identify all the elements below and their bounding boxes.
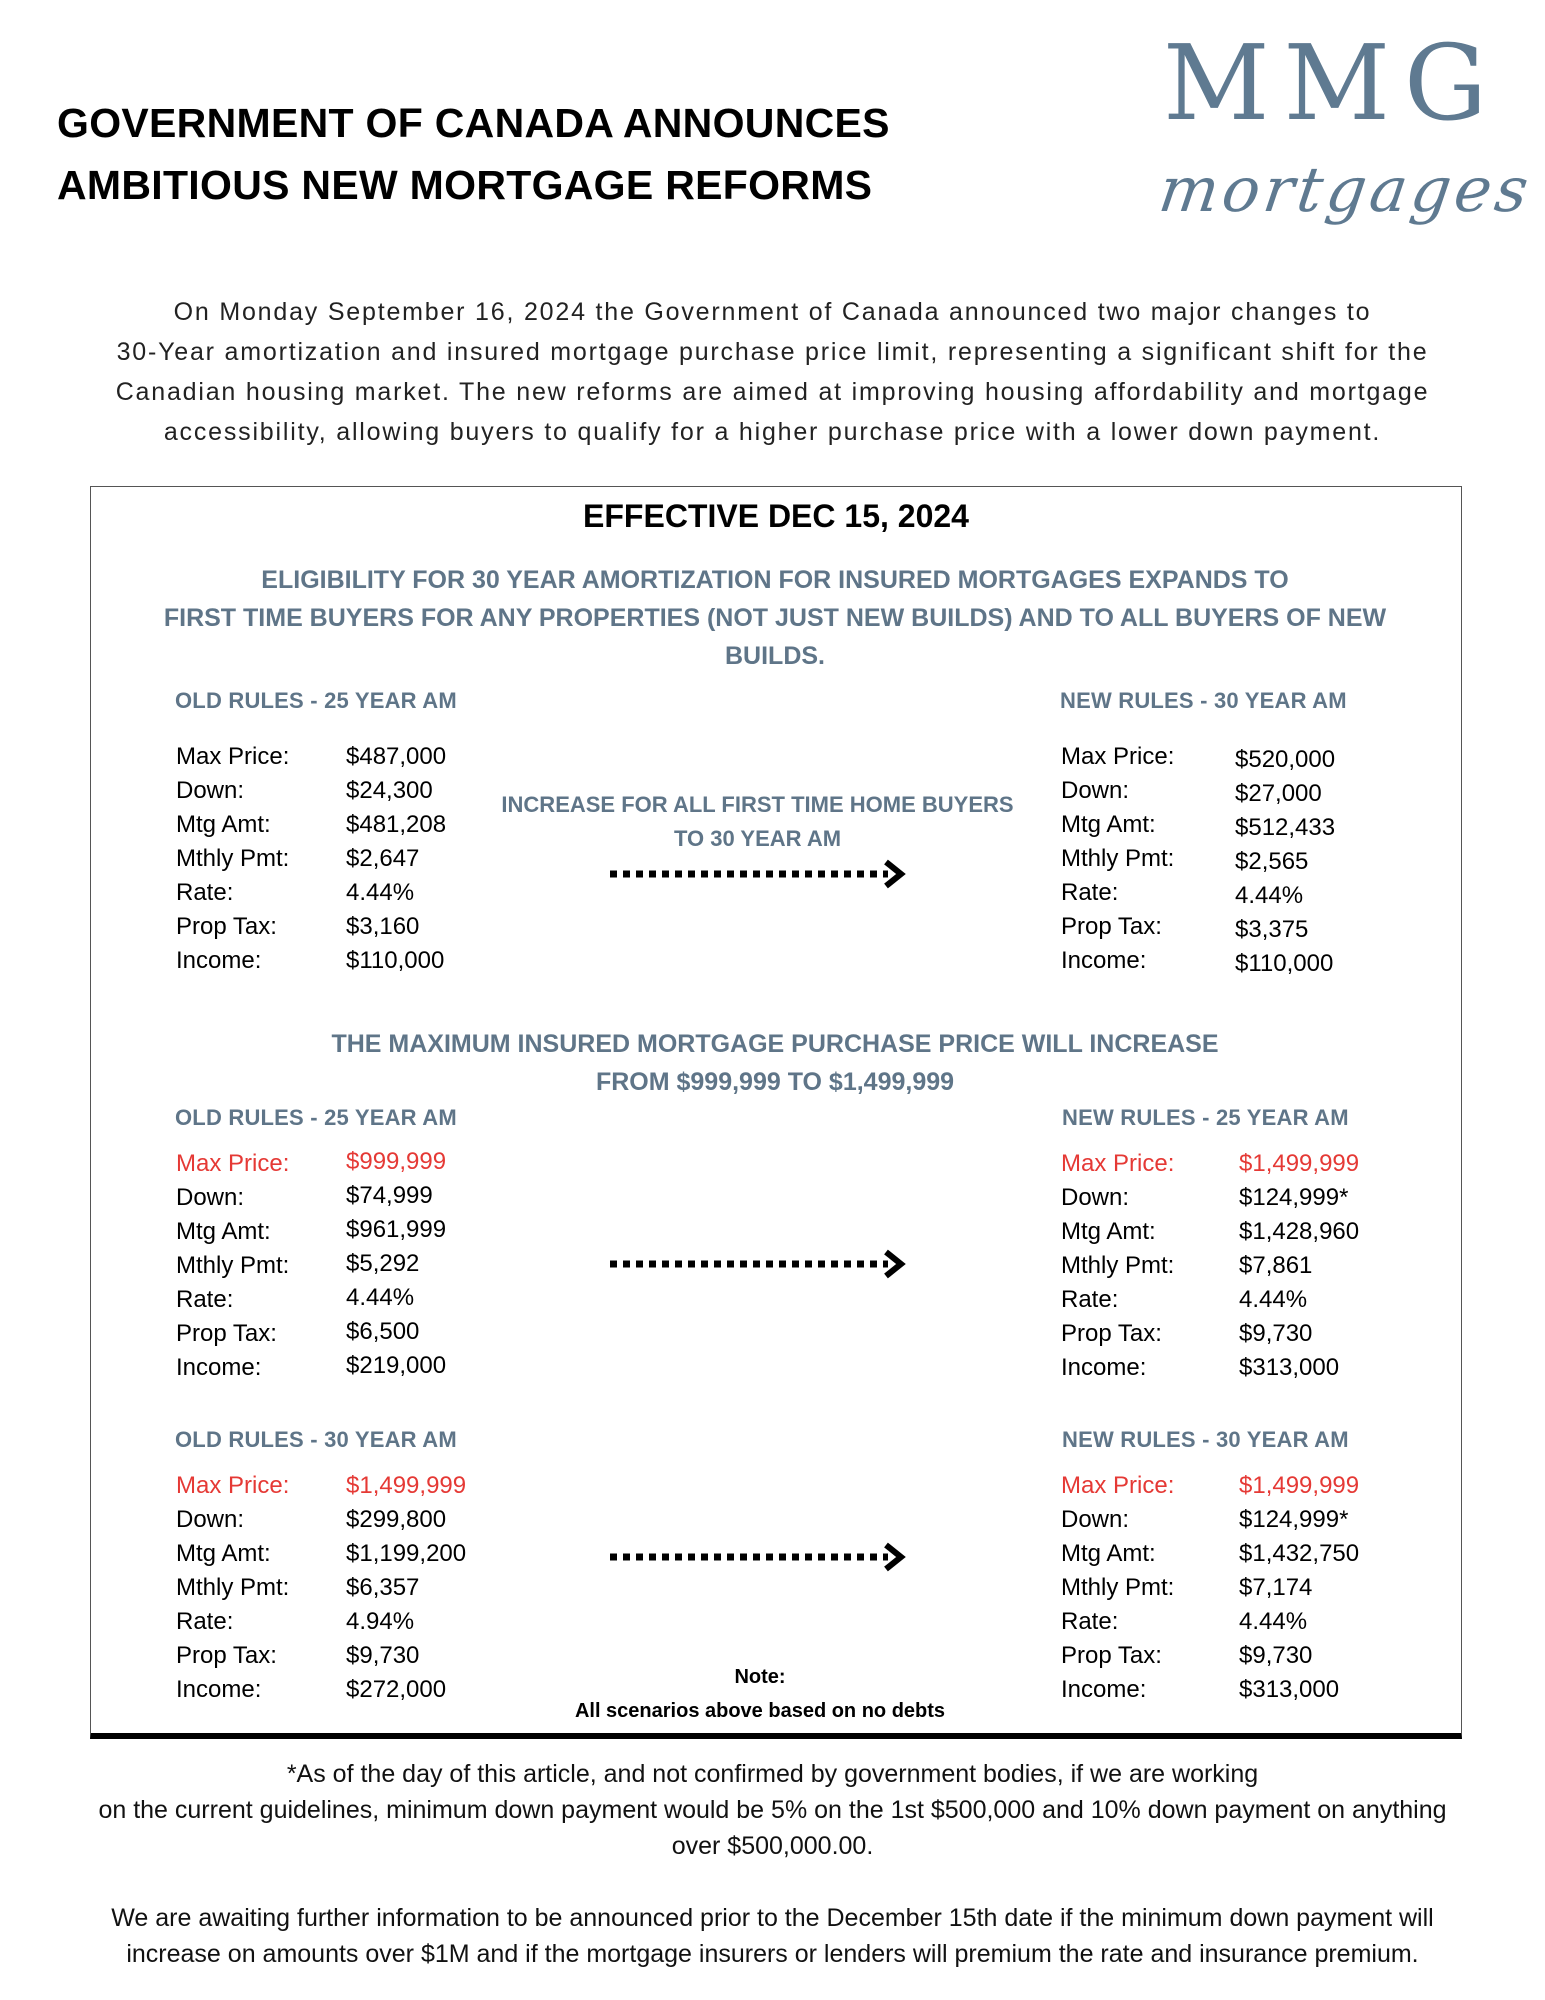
table-row [1061, 1181, 1391, 1215]
row-value: 4.44% [1235, 882, 1304, 909]
page-title [57, 92, 890, 216]
table-row [1061, 1215, 1391, 1249]
row-label: Income: [1061, 1676, 1147, 1703]
table-row [176, 1605, 476, 1639]
row-value: $961,999 [346, 1216, 447, 1243]
row-label: Income: [176, 1676, 262, 1703]
table-row [176, 1673, 476, 1707]
note-text: All scenarios above based on no debts [574, 1700, 946, 1722]
row-value: 4.94% [346, 1608, 415, 1635]
row-label: Down: [1061, 1506, 1130, 1533]
row-label: Down: [176, 777, 245, 804]
table-row [1061, 944, 1391, 978]
section3-new-table [1061, 1469, 1391, 1707]
logo-mmg: MMG [1163, 22, 1502, 144]
down-payment-footnote [40, 1756, 1505, 1864]
row-value: $3,375 [1235, 916, 1309, 943]
table-row [176, 1469, 476, 1503]
row-value: $999,999 [346, 1148, 447, 1175]
table-row [176, 1571, 476, 1605]
row-label: Mtg Amt: [1061, 1218, 1156, 1245]
row-label: Max Price: [176, 1472, 290, 1499]
row-label: Prop Tax: [1061, 1320, 1162, 1347]
row-label: Max Price: [1061, 1150, 1175, 1177]
row-label: Rate: [1061, 1286, 1119, 1313]
section2-heading-line: FROM $999,999 TO $1,499,999 [595, 1068, 955, 1096]
table-row [1061, 1469, 1391, 1503]
section1-new-rules-title: NEW RULES - 30 YEAR AM [1060, 688, 1347, 713]
row-label: Prop Tax: [176, 1642, 277, 1669]
table-row [176, 1639, 476, 1673]
row-label: Income: [176, 947, 262, 974]
row-value: $24,300 [346, 777, 433, 804]
row-value: 4.44% [1239, 1608, 1308, 1635]
row-label: Mthly Pmt: [1061, 1252, 1175, 1279]
note-title: Note: [734, 1666, 786, 1688]
row-label: Down: [1061, 1184, 1130, 1211]
row-label: Prop Tax: [1061, 913, 1162, 940]
table-row [1061, 1571, 1391, 1605]
row-label: Max Price: [176, 743, 290, 770]
row-value: $9,730 [1239, 1320, 1313, 1347]
row-label: Prop Tax: [1061, 1642, 1162, 1669]
section1-new-table [1061, 740, 1391, 978]
row-value: $1,199,200 [346, 1540, 467, 1567]
arrow-icon [608, 1540, 908, 1574]
section3-old-table [176, 1469, 476, 1707]
row-label: Rate: [176, 1286, 234, 1313]
table-row [176, 1283, 476, 1317]
row-label: Mtg Amt: [176, 1540, 271, 1567]
row-value: $74,999 [346, 1182, 433, 1209]
row-value: $272,000 [346, 1676, 447, 1703]
intro-line: On Monday September 16, 2024 the Government of Canada announced two major changes to [173, 298, 1372, 326]
middle-caption-line: INCREASE FOR ALL FIRST TIME HOME BUYERS [501, 792, 1014, 817]
row-value: 4.44% [1239, 1286, 1308, 1313]
row-value: $299,800 [346, 1506, 447, 1533]
row-value: $219,000 [346, 1352, 447, 1379]
section1-heading-line: BUILDS. [725, 642, 825, 670]
row-label: Rate: [1061, 1608, 1119, 1635]
logo-script: mortgages [1154, 153, 1537, 226]
table-row [1061, 1283, 1391, 1317]
section2-new-rules-title: NEW RULES - 25 YEAR AM [1062, 1105, 1349, 1130]
row-value: $27,000 [1235, 780, 1322, 807]
row-label: Rate: [1061, 879, 1119, 906]
row-label: Income: [1061, 1354, 1147, 1381]
section1-heading-line: FIRST TIME BUYERS FOR ANY PROPERTIES (NOT JUST NEW BUILDS) AND TO ALL BUYERS OF NEW [163, 604, 1387, 632]
row-value: $6,500 [346, 1318, 420, 1345]
table-row [1061, 1639, 1391, 1673]
middle-caption-line: TO 30 YEAR AM [673, 826, 842, 851]
arrow-icon [608, 857, 908, 891]
row-value: 4.44% [346, 879, 415, 906]
row-value: $9,730 [346, 1642, 420, 1669]
footnote-line: over $500,000.00. [671, 1832, 874, 1860]
section2-heading [110, 1025, 1440, 1101]
row-label: Mthly Pmt: [1061, 845, 1175, 872]
table-row [1061, 1351, 1391, 1385]
table-row [1061, 1317, 1391, 1351]
intro-line: 30-Year amortization and insured mortgage purchase price limit, representing a significant shift for the [116, 338, 1429, 366]
section1-heading-line: ELIGIBILITY FOR 30 YEAR AMORTIZATION FOR INSURED MORTGAGES EXPANDS TO [261, 566, 1289, 594]
row-label: Mtg Amt: [176, 1218, 271, 1245]
row-label: Max Price: [1061, 743, 1175, 770]
row-value: $3,160 [346, 913, 420, 940]
table-row [176, 1537, 476, 1571]
scenario-note [500, 1660, 1020, 1728]
effective-date-heading: EFFECTIVE DEC 15, 2024 [583, 498, 969, 534]
intro-line: accessibility, allowing buyers to qualify for a higher purchase price with a lower down payment. [163, 418, 1382, 446]
page-title-line-1: GOVERNMENT OF CANADA ANNOUNCES [57, 100, 890, 146]
row-value: $1,499,999 [346, 1472, 467, 1499]
table-row [176, 1181, 476, 1215]
awaiting-line: We are awaiting further information to be announced prior to the December 15th date if the minimum down payment will [111, 1904, 1434, 1932]
table-row [1061, 1503, 1391, 1537]
table-row [176, 910, 476, 944]
row-label: Max Price: [1061, 1472, 1175, 1499]
table-row [1061, 740, 1391, 774]
table-row [1061, 774, 1391, 808]
table-row [176, 808, 476, 842]
row-value: $481,208 [346, 811, 447, 838]
section3-old-rules-title: OLD RULES - 30 YEAR AM [175, 1427, 457, 1452]
row-value: $520,000 [1235, 746, 1336, 773]
section1-heading [110, 561, 1440, 675]
row-value: $1,499,999 [1239, 1472, 1360, 1499]
table-row [176, 1249, 476, 1283]
table-row [1061, 1673, 1391, 1707]
row-value: $313,000 [1239, 1676, 1340, 1703]
section1-old-rules-title: OLD RULES - 25 YEAR AM [175, 688, 457, 713]
section3-new-rules-title: NEW RULES - 30 YEAR AM [1062, 1427, 1349, 1452]
row-value: $6,357 [346, 1574, 420, 1601]
row-value: $1,428,960 [1239, 1218, 1360, 1245]
row-label: Rate: [176, 879, 234, 906]
section1-old-table [176, 740, 476, 978]
section2-new-table [1061, 1147, 1391, 1385]
row-value: $110,000 [346, 947, 445, 974]
table-row [1061, 808, 1391, 842]
row-value: $5,292 [346, 1250, 420, 1277]
row-value: $313,000 [1239, 1354, 1340, 1381]
row-label: Down: [176, 1184, 245, 1211]
intro-line: Canadian housing market. The new reforms are aimed at improving housing affordability and mortgage [115, 378, 1430, 406]
table-row [176, 944, 476, 978]
table-row [1061, 1605, 1391, 1639]
table-row [176, 1317, 476, 1351]
row-value: $1,499,999 [1239, 1150, 1360, 1177]
table-row [176, 1503, 476, 1537]
table-row [176, 842, 476, 876]
page-title-line-2: AMBITIOUS NEW MORTGAGE REFORMS [57, 162, 873, 208]
table-row [1061, 1249, 1391, 1283]
row-label: Mthly Pmt: [176, 1574, 290, 1601]
table-row [1061, 1537, 1391, 1571]
row-label: Prop Tax: [176, 913, 277, 940]
section2-old-rules-title: OLD RULES - 25 YEAR AM [175, 1105, 457, 1130]
section2-heading-line: THE MAXIMUM INSURED MORTGAGE PURCHASE PRICE WILL INCREASE [331, 1030, 1219, 1058]
table-row [1061, 1147, 1391, 1181]
row-label: Income: [1061, 947, 1147, 974]
row-label: Mtg Amt: [176, 811, 271, 838]
row-label: Max Price: [176, 1150, 290, 1177]
row-value: $124,999* [1239, 1184, 1349, 1211]
row-label: Down: [1061, 777, 1130, 804]
row-label: Mthly Pmt: [1061, 1574, 1175, 1601]
row-value: $2,647 [346, 845, 420, 872]
table-row [176, 1147, 476, 1181]
table-row [176, 1351, 476, 1385]
section2-old-table [176, 1147, 476, 1385]
row-value: $7,861 [1239, 1252, 1313, 1279]
table-row [1061, 876, 1391, 910]
table-row [176, 774, 476, 808]
table-row [176, 1215, 476, 1249]
row-label: Income: [176, 1354, 262, 1381]
table-row [176, 740, 476, 774]
row-label: Down: [176, 1506, 245, 1533]
row-value: $512,433 [1235, 814, 1336, 841]
footnote-line: *As of the day of this article, and not confirmed by government bodies, if we are working [286, 1760, 1259, 1788]
section1-middle-caption [495, 788, 1020, 856]
row-label: Mtg Amt: [1061, 1540, 1156, 1567]
row-value: $9,730 [1239, 1642, 1313, 1669]
row-value: $1,432,750 [1239, 1540, 1360, 1567]
awaiting-line: increase on amounts over $1M and if the mortgage insurers or lenders will premium the rate and insurance premium. [126, 1940, 1419, 1968]
intro-paragraph [50, 292, 1495, 452]
footnote-line: on the current guidelines, minimum down payment would be 5% on the 1st $500,000 and 10% down payment on anything [98, 1796, 1447, 1824]
row-value: $487,000 [346, 743, 447, 770]
row-label: Mthly Pmt: [176, 1252, 290, 1279]
table-row [176, 876, 476, 910]
row-value: $2,565 [1235, 848, 1309, 875]
row-value: $110,000 [1235, 950, 1334, 977]
row-value: $124,999* [1239, 1506, 1349, 1533]
row-value: $7,174 [1239, 1574, 1313, 1601]
row-label: Prop Tax: [176, 1320, 277, 1347]
row-label: Rate: [176, 1608, 234, 1635]
arrow-icon [608, 1247, 908, 1281]
table-row [1061, 842, 1391, 876]
row-label: Mtg Amt: [1061, 811, 1156, 838]
row-value: 4.44% [346, 1284, 415, 1311]
table-row [1061, 910, 1391, 944]
awaiting-info-paragraph [40, 1900, 1505, 1972]
row-label: Mthly Pmt: [176, 845, 290, 872]
